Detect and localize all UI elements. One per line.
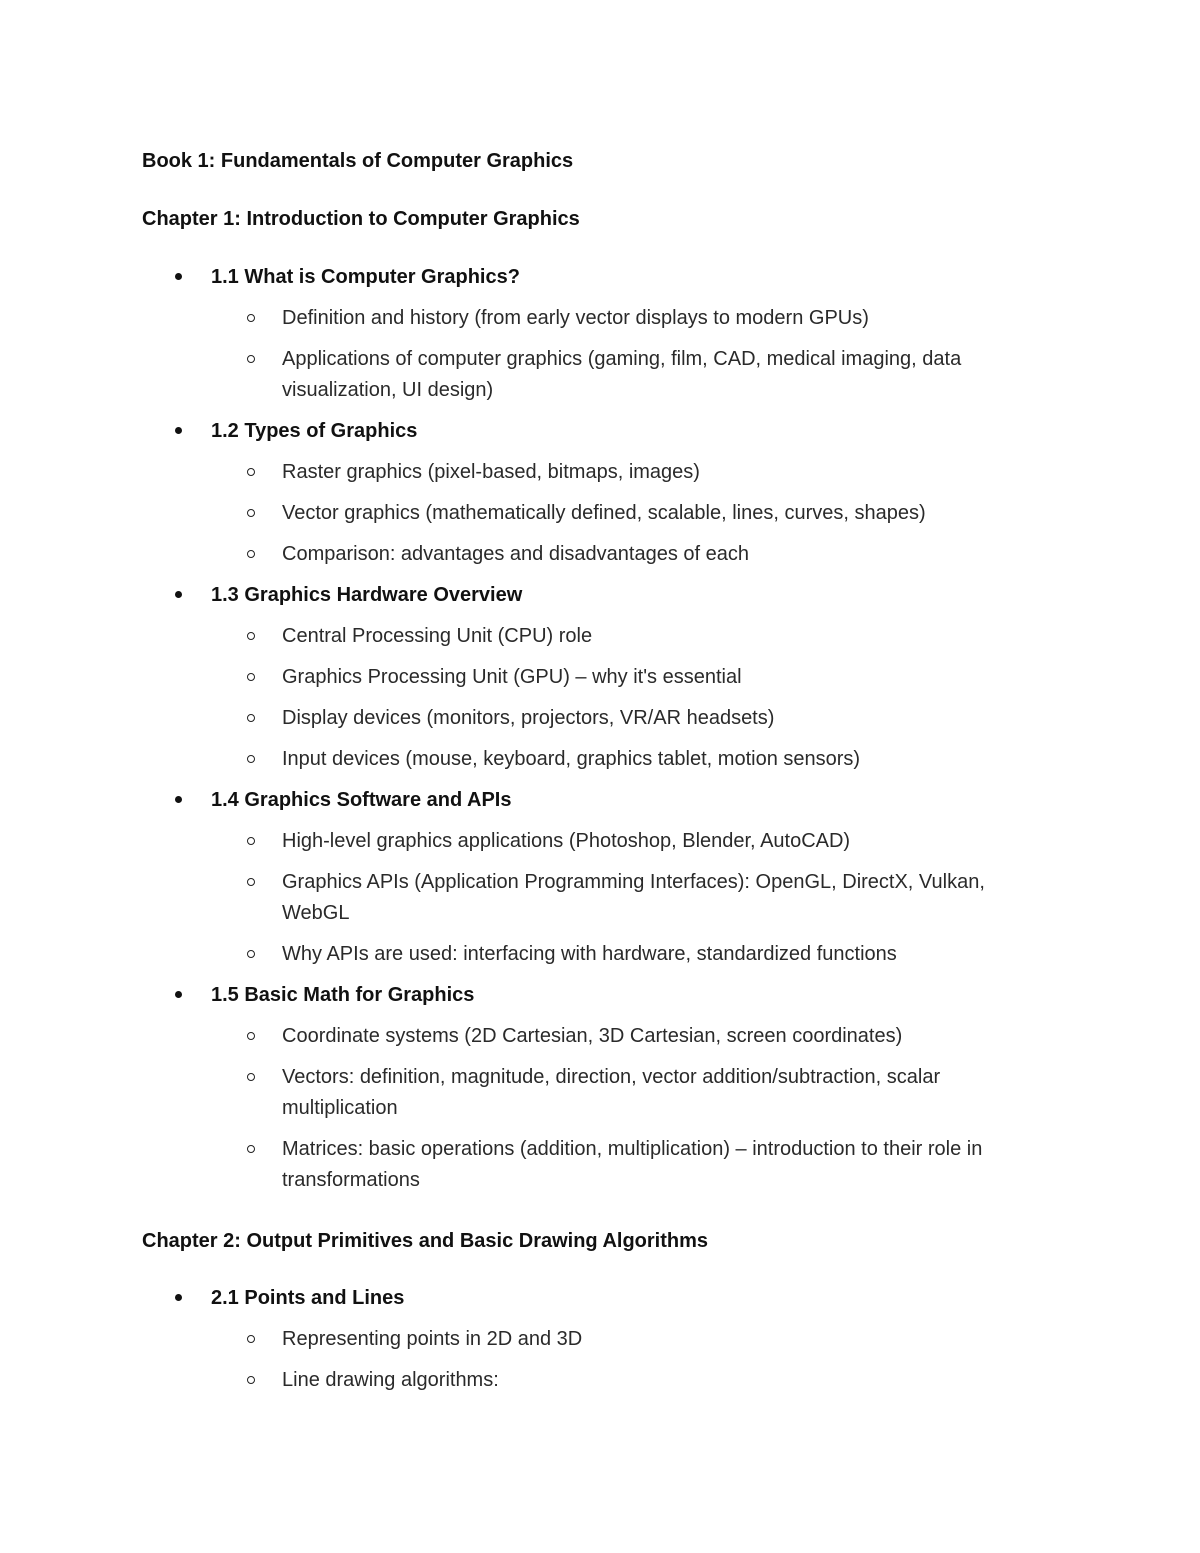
sub-item xyxy=(0,457,1200,488)
sub-item-list xyxy=(0,1324,1200,1396)
bullet-circle-icon xyxy=(247,755,255,763)
sub-item-text: Matrices: basic operations (addition, multiplication) – introduction to their role in transformations xyxy=(282,1138,983,1191)
book-title: Book 1: Fundamentals of Computer Graphics xyxy=(142,150,574,172)
sub-item-text: Graphics Processing Unit (GPU) – why it's essential xyxy=(282,666,742,688)
chapter-1-title: Chapter 1: Introduction to Computer Graphics xyxy=(142,208,580,230)
bullet-dot-icon xyxy=(175,991,182,998)
sub-item xyxy=(0,539,1200,570)
sub-item-text: Central Processing Unit (CPU) role xyxy=(282,625,593,647)
bullet-circle-icon xyxy=(247,1335,255,1343)
chapter-2-title: Chapter 2: Output Primitives and Basic Drawing Algorithms xyxy=(142,1230,709,1252)
sub-item xyxy=(0,1324,1200,1355)
sub-item-list xyxy=(0,621,1200,775)
bullet-circle-icon xyxy=(247,314,255,322)
section-item xyxy=(0,580,1200,775)
sub-item xyxy=(0,826,1200,857)
bullet-dot-icon xyxy=(175,427,182,434)
bullet-circle-icon xyxy=(247,509,255,517)
bullet-circle-icon xyxy=(247,950,255,958)
bullet-circle-icon xyxy=(247,1145,255,1153)
bullet-circle-icon xyxy=(247,714,255,722)
sub-item xyxy=(0,1062,1200,1124)
sub-item-list xyxy=(0,303,1200,406)
bullet-dot-icon xyxy=(175,1294,182,1301)
sub-item xyxy=(0,939,1200,970)
section-item xyxy=(0,416,1200,570)
bullet-circle-icon xyxy=(247,878,255,886)
sub-item xyxy=(0,1134,1200,1196)
sub-item-text: High-level graphics applications (Photoshop, Blender, AutoCAD) xyxy=(282,830,851,852)
chapter-2-sections xyxy=(0,1283,1200,1406)
sub-item-text: Input devices (mouse, keyboard, graphics tablet, motion sensors) xyxy=(282,748,861,770)
sub-item-text: Coordinate systems (2D Cartesian, 3D Cartesian, screen coordinates) xyxy=(282,1025,903,1047)
bullet-circle-icon xyxy=(247,1073,255,1081)
section-heading-text: 2.1 Points and Lines xyxy=(211,1287,405,1309)
bullet-dot-icon xyxy=(175,796,182,803)
sub-item xyxy=(0,498,1200,529)
sub-item-text: Display devices (monitors, projectors, VR/AR headsets) xyxy=(282,707,775,729)
sub-item-list xyxy=(0,1021,1200,1196)
bullet-circle-icon xyxy=(247,673,255,681)
sub-item xyxy=(0,303,1200,334)
sub-item-text: Line drawing algorithms: xyxy=(282,1369,499,1391)
section-heading xyxy=(0,1283,1200,1313)
bullet-dot-icon xyxy=(175,591,182,598)
bullet-circle-icon xyxy=(247,550,255,558)
sub-item xyxy=(0,662,1200,693)
sub-item-list xyxy=(0,826,1200,970)
section-heading-text: 1.4 Graphics Software and APIs xyxy=(211,789,512,811)
sub-item xyxy=(0,621,1200,652)
section-heading-text: 1.5 Basic Math for Graphics xyxy=(211,984,475,1006)
section-heading xyxy=(0,262,1200,292)
section-item xyxy=(0,980,1200,1196)
section-heading xyxy=(0,580,1200,610)
chapter-1-sections xyxy=(0,262,1200,1206)
sub-item xyxy=(0,1021,1200,1052)
section-heading-text: 1.2 Types of Graphics xyxy=(211,420,418,442)
bullet-circle-icon xyxy=(247,468,255,476)
sub-item xyxy=(0,344,1200,406)
sub-item xyxy=(0,744,1200,775)
bullet-circle-icon xyxy=(247,1376,255,1384)
sub-item-text: Comparison: advantages and disadvantages of each xyxy=(282,543,749,565)
sub-item-text: Vector graphics (mathematically defined, scalable, lines, curves, shapes) xyxy=(282,502,926,524)
section-heading xyxy=(0,980,1200,1010)
sub-item-text: Vectors: definition, magnitude, direction, vector addition/subtraction, scalar multiplication xyxy=(282,1066,941,1119)
section-item xyxy=(0,785,1200,970)
sub-item xyxy=(0,703,1200,734)
bullet-dot-icon xyxy=(175,273,182,280)
sub-item-text: Graphics APIs (Application Programming Interfaces): OpenGL, DirectX, Vulkan, WebGL xyxy=(282,871,985,924)
sub-item-text: Raster graphics (pixel-based, bitmaps, images) xyxy=(282,461,700,483)
bullet-circle-icon xyxy=(247,1032,255,1040)
sub-item-text: Definition and history (from early vector displays to modern GPUs) xyxy=(282,307,869,329)
sub-item-text: Representing points in 2D and 3D xyxy=(282,1328,583,1350)
section-item xyxy=(0,1283,1200,1396)
section-heading xyxy=(0,785,1200,815)
section-heading-text: 1.3 Graphics Hardware Overview xyxy=(211,584,523,606)
bullet-circle-icon xyxy=(247,837,255,845)
sub-item xyxy=(0,867,1200,929)
section-heading xyxy=(0,416,1200,446)
sub-item-list xyxy=(0,457,1200,570)
sub-item-text: Applications of computer graphics (gaming, film, CAD, medical imaging, data visualization, UI design) xyxy=(282,348,962,401)
section-heading-text: 1.1 What is Computer Graphics? xyxy=(211,266,520,288)
sub-item xyxy=(0,1365,1200,1396)
bullet-circle-icon xyxy=(247,355,255,363)
sub-item-text: Why APIs are used: interfacing with hardware, standardized functions xyxy=(282,943,897,965)
section-item xyxy=(0,262,1200,406)
bullet-circle-icon xyxy=(247,632,255,640)
